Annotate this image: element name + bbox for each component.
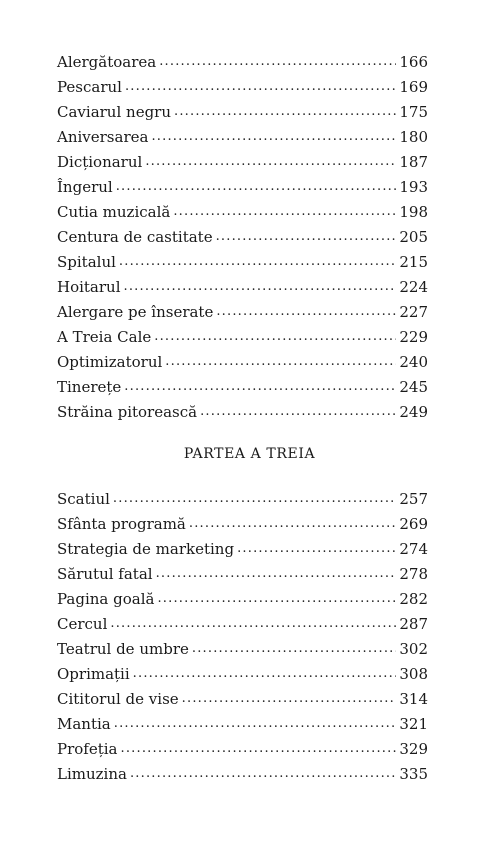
entry-page: 308 — [399, 665, 428, 683]
entry-title: Alergătoarea — [57, 53, 157, 71]
entry-page: 169 — [399, 78, 428, 96]
toc-entry — [57, 658, 428, 683]
entry-page: 335 — [399, 765, 428, 783]
toc-entry — [57, 71, 428, 96]
entry-title: Strategia de marketing — [57, 540, 235, 558]
dot-leader — [157, 590, 396, 608]
dot-leader — [133, 665, 397, 683]
toc-entry — [57, 733, 428, 758]
entry-page: 269 — [399, 515, 428, 533]
toc-entry — [57, 708, 428, 733]
entry-title: Limuzina — [57, 765, 127, 783]
entry-title: Mantia — [57, 715, 111, 733]
entry-page: 321 — [399, 715, 428, 733]
toc-entry — [57, 46, 428, 71]
toc-entry — [57, 483, 428, 508]
entry-title: Tinerețe — [57, 378, 122, 396]
dot-leader — [130, 765, 396, 783]
dot-leader — [110, 615, 396, 633]
part-heading: PARTEA A TREIA — [183, 446, 316, 462]
entry-title: Dicționarul — [57, 153, 143, 171]
dot-leader — [151, 128, 396, 146]
dot-leader — [114, 715, 397, 733]
entry-page: 278 — [399, 565, 428, 583]
entry-page: 282 — [399, 590, 428, 608]
dot-leader — [116, 178, 397, 196]
dot-leader — [121, 740, 397, 758]
entry-title: Îngerul — [57, 178, 113, 196]
entry-page: 314 — [399, 690, 428, 708]
dot-leader — [173, 203, 396, 221]
entry-title: Pagina goală — [57, 590, 155, 608]
dot-leader — [237, 540, 396, 558]
dot-leader — [165, 353, 396, 371]
dot-leader — [174, 103, 396, 121]
dot-leader — [124, 278, 397, 296]
toc-entry — [57, 121, 428, 146]
entry-title: Sărutul fatal — [57, 565, 153, 583]
entry-page: 329 — [399, 740, 428, 758]
entry-title: Străina pitorească — [57, 403, 198, 421]
toc-entry — [57, 558, 428, 583]
toc-entry — [57, 346, 428, 371]
toc-entry — [57, 171, 428, 196]
entry-title: Oprimații — [57, 665, 130, 683]
entry-title: Pescarul — [57, 78, 122, 96]
toc-entry — [57, 146, 428, 171]
entry-title: Hoitarul — [57, 278, 121, 296]
toc-entry — [57, 396, 428, 421]
toc-section-one — [57, 46, 428, 421]
entry-title: Aniversarea — [57, 128, 149, 146]
toc-entry — [57, 371, 428, 396]
toc-entry — [57, 633, 428, 658]
toc-entry — [57, 583, 428, 608]
toc-entry — [57, 271, 428, 296]
dot-leader — [145, 153, 396, 171]
entry-page: 175 — [399, 103, 428, 121]
entry-page: 249 — [399, 403, 428, 421]
toc-section-two — [57, 483, 428, 783]
entry-page: 229 — [399, 328, 428, 346]
entry-page: 224 — [399, 278, 428, 296]
toc-entry — [57, 533, 428, 558]
toc-entry — [57, 608, 428, 633]
entry-title: Scatiul — [57, 490, 110, 508]
entry-page: 302 — [399, 640, 428, 658]
dot-leader — [125, 78, 396, 96]
entry-title: Cititorul de vise — [57, 690, 179, 708]
toc-entry — [57, 758, 428, 783]
entry-title: Caviarul negru — [57, 103, 172, 121]
toc-entry — [57, 321, 428, 346]
entry-page: 166 — [399, 53, 428, 71]
entry-page: 245 — [399, 378, 428, 396]
entry-page: 205 — [399, 228, 428, 246]
dot-leader — [182, 690, 397, 708]
toc-entry — [57, 196, 428, 221]
entry-page: 227 — [399, 303, 428, 321]
entry-title: Optimizatorul — [57, 353, 163, 371]
entry-title: Profeția — [57, 740, 118, 758]
entry-page: 198 — [399, 203, 428, 221]
dot-leader — [159, 53, 396, 71]
dot-leader — [189, 515, 397, 533]
dot-leader — [154, 328, 396, 346]
entry-title: Cercul — [57, 615, 108, 633]
entry-page: 193 — [399, 178, 428, 196]
toc-entry — [57, 96, 428, 121]
entry-page: 240 — [399, 353, 428, 371]
toc-entry — [57, 246, 428, 271]
toc-entry — [57, 508, 428, 533]
dot-leader — [216, 228, 397, 246]
entry-page: 215 — [399, 253, 428, 271]
entry-page: 187 — [399, 153, 428, 171]
entry-title: Teatrul de umbre — [57, 640, 189, 658]
entry-title: Spitalul — [57, 253, 116, 271]
entry-title: Sfânta programă — [57, 515, 186, 533]
toc-entry — [57, 683, 428, 708]
toc-entry — [57, 221, 428, 246]
dot-leader — [156, 565, 397, 583]
dot-leader — [119, 253, 396, 271]
toc-entry — [57, 296, 428, 321]
dot-leader — [200, 403, 396, 421]
entry-title: Alergare pe înserate — [57, 303, 214, 321]
dot-leader — [192, 640, 396, 658]
entry-title: Centura de castitate — [57, 228, 213, 246]
entry-page: 287 — [399, 615, 428, 633]
entry-title: A Treia Cale — [57, 328, 152, 346]
entry-page: 180 — [399, 128, 428, 146]
entry-title: Cutia muzicală — [57, 203, 171, 221]
dot-leader — [216, 303, 396, 321]
dot-leader — [113, 490, 396, 508]
dot-leader — [124, 378, 396, 396]
entry-page: 257 — [399, 490, 428, 508]
entry-page: 274 — [399, 540, 428, 558]
